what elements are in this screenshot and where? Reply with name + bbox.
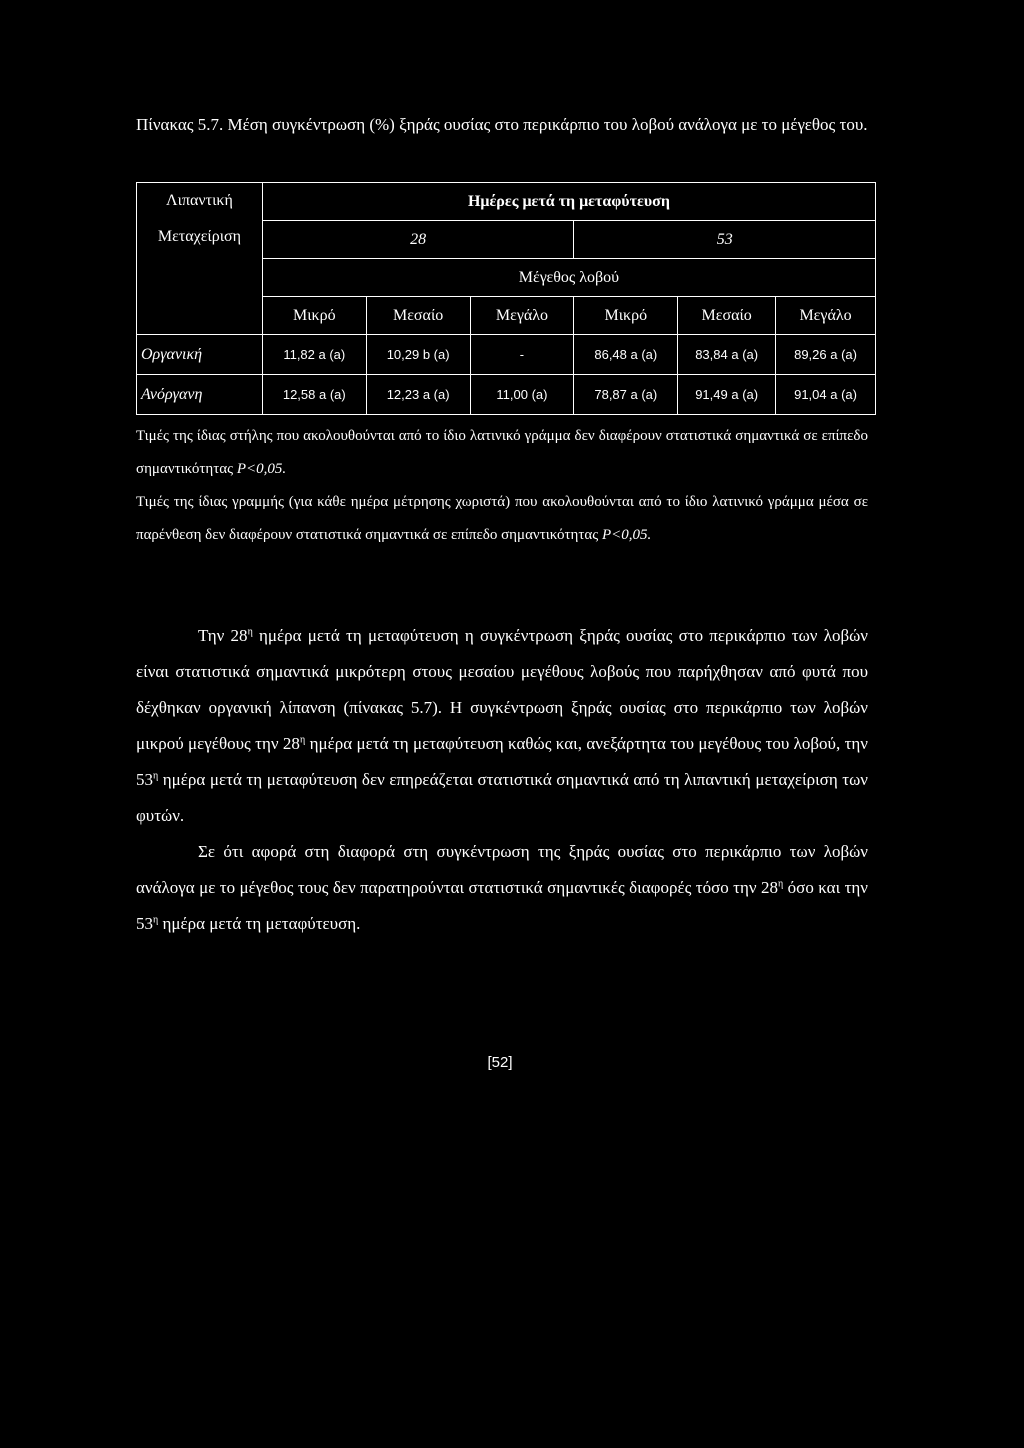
treatment-header-line1: Λιπαντική bbox=[166, 192, 233, 209]
treatment-header-line2: Μεταχείριση bbox=[157, 228, 242, 245]
table-cell: 89,26 a (a) bbox=[776, 335, 876, 375]
dry-matter-table bbox=[136, 182, 876, 415]
text-run: Σε ότι αφορά στη διαφορά στη συγκέντρωση της ξηράς ουσίας στο περικάρπιο των λοβών ανάλογα με το μέγεθος τους δεν παρατηρούνται στατιστικά σημαντικές διαφορές τόσο την 28 bbox=[136, 842, 868, 897]
table-cell: 78,87 a (a) bbox=[574, 375, 678, 415]
table-cell: 10,29 b (a) bbox=[366, 335, 470, 375]
superscript: η bbox=[299, 734, 306, 746]
superscript: η bbox=[153, 770, 159, 782]
text-run: Την 28 bbox=[198, 626, 248, 645]
text-run: ημέρα μετά τη μεταφύτευση η συγκέντρωση ξηράς ουσίας στο περικάρπιο των λοβών είναι στατιστικά σημαντικά μικρότερη στους μεσαίου μεγέθους λοβούς που παρήχθησαν από φυτά που δέχθηκαν οργανική λίπανση (πίνακας 5.7). Η συγκέντρωση ξηράς ουσίας στο περικάρπιο των λοβών μικρού μεγέθους την 28 bbox=[136, 626, 868, 753]
page-number: [52] bbox=[487, 1054, 513, 1071]
superscript: η bbox=[247, 626, 253, 638]
treatment-header-cell bbox=[137, 183, 263, 335]
table-caption: Πίνακας 5.7. Μέση συγκέντρωση (%) ξηράς ουσίας στο περικάρπιο του λοβού ανάλογα με το μέγεθος του. bbox=[136, 115, 868, 134]
table-cell: 91,49 a (a) bbox=[678, 375, 776, 415]
table-cell: 12,58 a (a) bbox=[262, 375, 366, 415]
note-2-text: Τιμές της ίδιας γραμμής (για κάθε ημέρα μέτρησης χωριστά) που ακολουθούνται από το ίδιο λατινικό γράμμα μέσα σε παρένθεση δεν διαφέρουν στατιστικά σημαντικά σε επίπεδο σημαντικότητας bbox=[136, 494, 868, 543]
note-1-text: Τιμές της ίδιας στήλης που ακολουθούνται από το ίδιο λατινικό γράμμα δεν διαφέρουν στατιστικά σημαντικά σε επίπεδο σημαντικότητας bbox=[136, 428, 868, 477]
table-cell: 11,82 a (a) bbox=[262, 335, 366, 375]
note-column-letters bbox=[136, 420, 868, 486]
table-cell: 11,00 (a) bbox=[470, 375, 574, 415]
superscript: η bbox=[153, 914, 159, 926]
note-2-p-value: P<0,05. bbox=[601, 527, 652, 543]
note-1-p-value: P<0,05. bbox=[236, 461, 287, 477]
text-run: ημέρα μετά τη μεταφύτευση καθώς και, ανεξάρτητα του μεγέθους του λοβού, την 53 bbox=[136, 734, 868, 789]
size-header: Μεσαίο bbox=[678, 297, 776, 335]
day-28-header: 28 bbox=[262, 221, 574, 259]
note-row-letters bbox=[136, 486, 868, 552]
paragraph bbox=[136, 618, 868, 834]
size-header: Μεγάλο bbox=[776, 297, 876, 335]
body-text bbox=[136, 618, 868, 942]
table-cell: 83,84 a (a) bbox=[678, 335, 776, 375]
text-run: ημέρα μετά τη μεταφύτευση. bbox=[158, 914, 361, 933]
table-row bbox=[137, 335, 876, 375]
days-header: Ημέρες μετά τη μεταφύτευση bbox=[262, 183, 875, 221]
text-run: ημέρα μετά τη μεταφύτευση δεν επηρεάζεται στατιστικά σημαντικά από τη λιπαντική μεταχείριση των φυτών. bbox=[136, 770, 868, 825]
row-label: Ανόργανη bbox=[137, 375, 263, 415]
table-cell: - bbox=[470, 335, 574, 375]
row-label: Οργανική bbox=[137, 335, 263, 375]
size-header: Μεγάλο bbox=[470, 297, 574, 335]
text-run: όσο και την 53 bbox=[136, 878, 868, 933]
size-header: Μικρό bbox=[262, 297, 366, 335]
table-cell: 12,23 a (a) bbox=[366, 375, 470, 415]
paragraph bbox=[136, 834, 868, 942]
table-cell: 86,48 a (a) bbox=[574, 335, 678, 375]
table-row bbox=[137, 375, 876, 415]
day-53-header: 53 bbox=[574, 221, 876, 259]
pod-size-header: Μέγεθος λοβού bbox=[262, 259, 875, 297]
superscript: η bbox=[778, 878, 784, 890]
table-cell: 91,04 a (a) bbox=[776, 375, 876, 415]
table-notes bbox=[136, 420, 868, 552]
size-header: Μικρό bbox=[574, 297, 678, 335]
size-header: Μεσαίο bbox=[366, 297, 470, 335]
